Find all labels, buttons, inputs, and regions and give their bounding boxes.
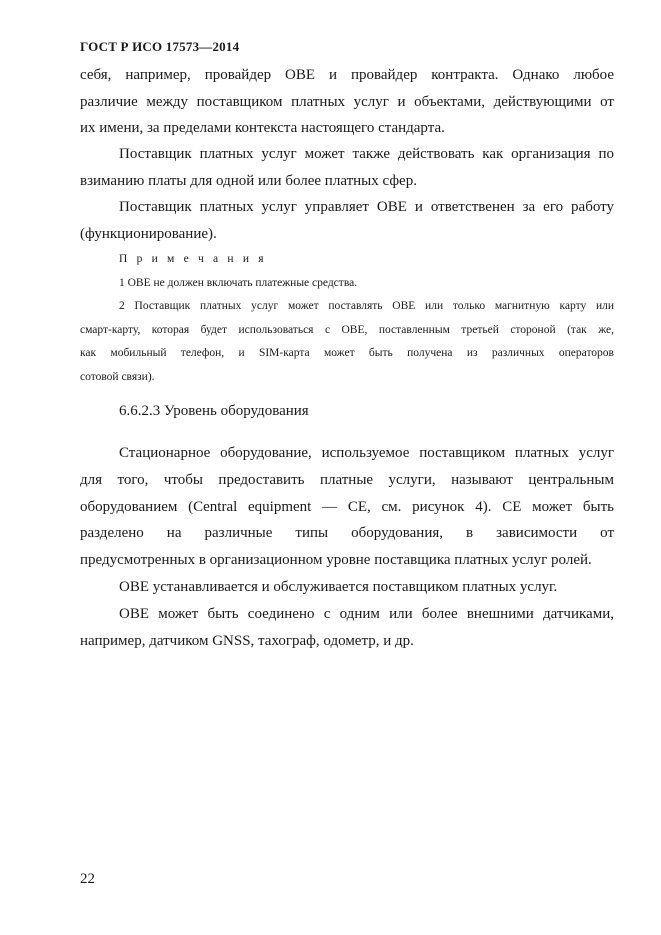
paragraph-line: Поставщик платных услуг управляет OBE и ответственен за его работу [119,199,614,215]
paragraph-2 [80,141,614,195]
section-paragraph-1 [80,440,614,574]
note-2-line: сотовой связи). [80,370,155,383]
section-heading-text: 6.6.2.3 Уровень оборудования [119,403,309,419]
paragraph-line: их имени, за пределами контекста настоящего стандарта. [80,120,445,136]
paragraph-line: Стационарное оборудование, используемое поставщиком платных услуг [119,445,614,461]
section-paragraph-3 [80,601,614,655]
paragraph-line: для того, чтобы предоставить платные услуги, называют центральным [80,471,614,488]
paragraph-line: OBE может быть соединено с одним или более внешними датчиками, [119,606,614,622]
paragraph-line: предусмотренных в организационном уровне поставщика платных услуг ролей. [80,552,592,569]
note-1: 1 OBE не должен включать платежные средства. [119,276,358,289]
section-paragraph-2 [80,574,614,601]
paragraph-line: различие между поставщиком платных услуг и объектами, действующими от [80,93,614,110]
paragraph-line: например, датчиком GNSS, тахограф, одометр, и др. [80,632,414,649]
notes-title: П р и м е ч а н и я [119,253,267,265]
paragraph-line: разделено на различные типы оборудования, в зависимости от [80,525,614,542]
note-2-line: смарт-карту, которая будет использоваться с OBE, поставленным третьей стороной (так же, [80,323,614,336]
paragraph-line: взиманию платы для одной или более платных сфер. [80,173,417,189]
notes-block [80,248,614,389]
page-number: 22 [80,871,95,887]
note-2-line: 2 Поставщик платных услуг может поставлять OBE или только магнитную карту или [119,300,614,312]
paragraph-line: (функционирование). [80,226,217,242]
paragraph-3 [80,194,614,248]
section-heading [80,400,614,422]
paragraph-line: оборудованием (Central equipment — CE, см. рисунок 4). CE может быть [80,498,614,515]
note-2-line: как мобильный телефон, и SIM-карта может быть получена из различных операторов [80,347,614,359]
paragraph-line: OBE устанавливается и обслуживается поставщиком платных услуг. [119,579,558,595]
document-header-code: ГОСТ Р ИСО 17573—2014 [80,39,240,54]
paragraph-1 [80,62,614,142]
paragraph-line: Поставщик платных услуг может также действовать как организация по [119,146,614,162]
paragraph-line: себя, например, провайдер OBE и провайдер контракта. Однако любое [80,67,614,83]
